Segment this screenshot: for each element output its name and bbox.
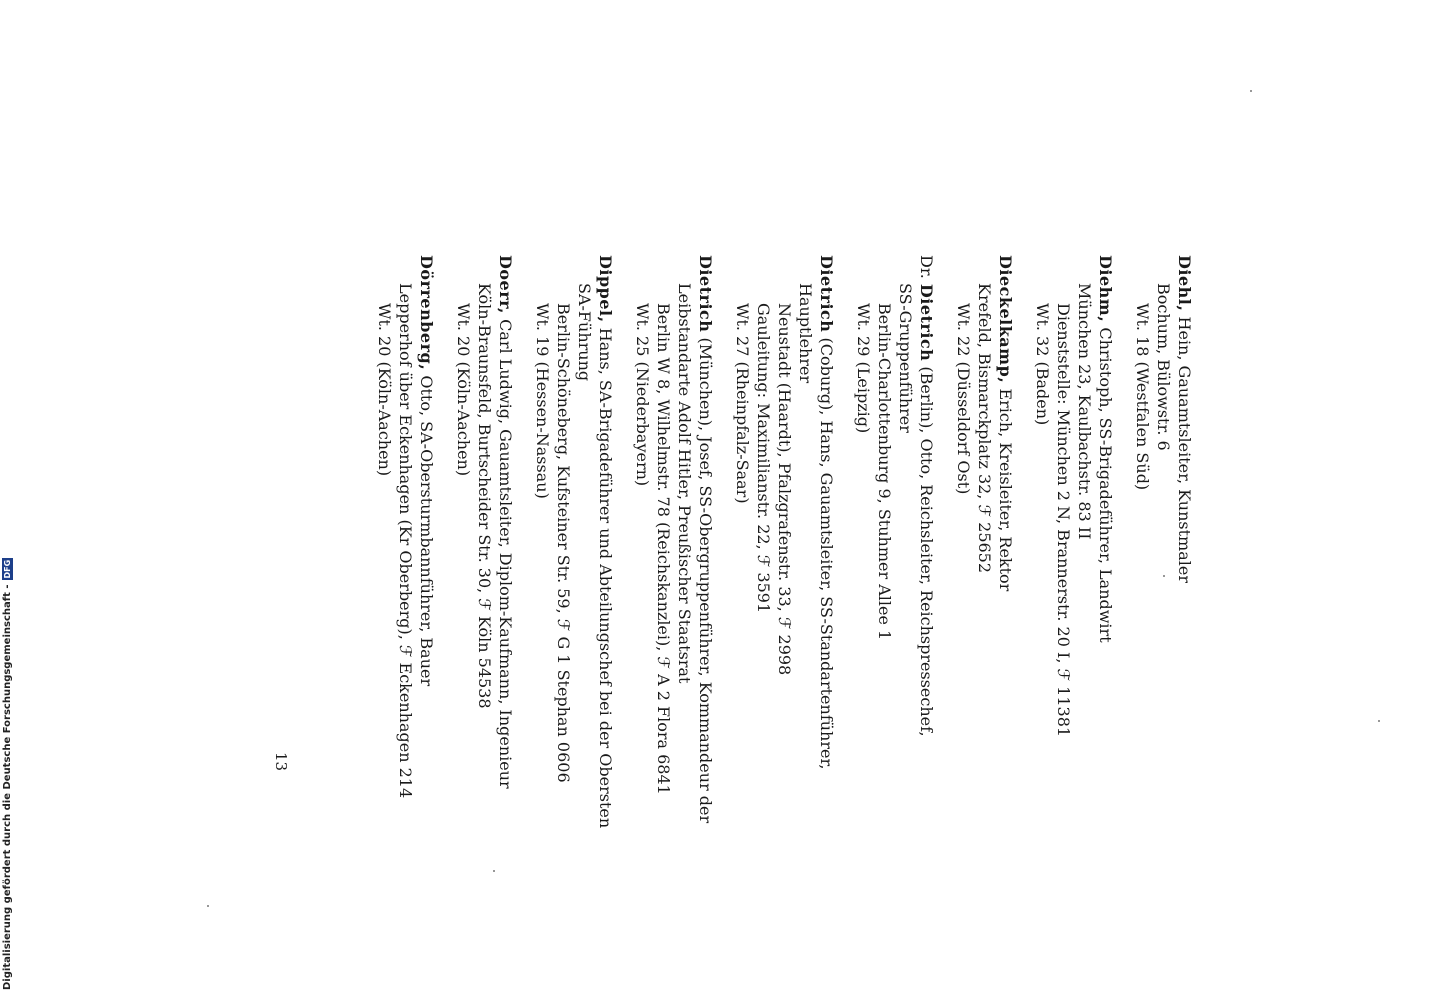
scan-speck <box>1378 720 1380 722</box>
directory-entry <box>853 255 937 815</box>
directory-entry <box>1132 255 1195 815</box>
entry-text: (Berlin), Otto, Reichsleiter, Reichspressechef, <box>917 366 936 737</box>
entry-text: Wt. 18 (Westfalen Süd) <box>1133 303 1152 491</box>
entry-text: SA-Führung <box>575 283 594 382</box>
scan-speck <box>207 905 209 907</box>
entry-line <box>1132 255 1153 815</box>
entry-line <box>553 255 574 815</box>
directory-entry <box>732 255 837 815</box>
entry-text: Berlin-Schöneberg, Kufsteiner Str. 59, ℱ G 1 Stephan 0606 <box>554 303 573 783</box>
entry-line <box>1074 255 1095 815</box>
entry-list <box>374 255 1195 829</box>
entry-line <box>495 255 516 815</box>
entry-line <box>653 255 674 815</box>
entry-line <box>532 255 553 815</box>
entry-line <box>753 255 774 815</box>
entry-text: (Coburg), Hans, Gauamtsleiter, SS-Standartenführer, <box>817 337 836 770</box>
entry-line <box>732 255 753 815</box>
directory-entry <box>453 255 516 815</box>
directory-entry <box>374 255 437 815</box>
entry-line <box>874 255 895 815</box>
entry-text: Hans, SA-Brigadeführer und Abteilungschef bei der Obersten <box>596 327 615 829</box>
entry-text: Berlin W 8, Wilhelmstr. 78 (Reichskanzlei), ℱ A 2 Flora 6841 <box>654 303 673 795</box>
entry-text: (München), Josef, SS-Obergruppenführer, Kommandeur der <box>696 337 715 824</box>
entry-text: Berlin-Charlottenburg 9, Stuhmer Allee 1 <box>875 303 894 641</box>
entry-text: Leibstandarte Adolf Hitler, Preußischer Staatsrat <box>675 283 694 684</box>
entry-surname: Dieckelkamp, <box>996 255 1015 384</box>
entry-line <box>1153 255 1174 815</box>
entry-text: Wt. 27 (Rheinpfalz-Saar) <box>733 303 752 504</box>
directory-entry <box>532 255 616 829</box>
entry-line <box>574 255 595 815</box>
entry-text: Bochum, Bülowstr. 6 <box>1154 283 1173 451</box>
scan-speck <box>1163 575 1165 577</box>
entry-text: Wt. 20 (Köln-Aachen) <box>454 303 473 477</box>
entry-line <box>416 255 437 815</box>
entry-line <box>453 255 474 815</box>
entry-surname: Dörrenberg, <box>417 255 436 371</box>
directory-entry <box>632 255 716 824</box>
entry-line <box>374 255 395 815</box>
entry-surname: Doerr, <box>496 255 515 314</box>
entry-line <box>474 255 495 815</box>
rotated-page-content <box>315 255 1195 829</box>
entry-text: Wt. 29 (Leipzig) <box>854 303 873 434</box>
entry-text: Carl Ludwig, Gauamtsleiter, Diplom-Kaufmann, Ingenieur <box>496 319 515 789</box>
entry-line <box>1053 255 1074 815</box>
digitization-credit <box>2 559 13 990</box>
entry-text: SS-Gruppenführer <box>896 283 915 433</box>
entry-line <box>674 255 695 815</box>
entry-line <box>995 255 1016 815</box>
directory-entry <box>953 255 1016 815</box>
dfg-logo: DFG <box>3 559 12 579</box>
entry-surname: Dietrich <box>917 283 936 362</box>
entry-text: Wt. 25 (Niederbayern) <box>633 303 652 487</box>
entry-text: Krefeld, Bismarckplatz 32, ℱ 25652 <box>975 283 994 574</box>
entry-text: Hauptlehrer <box>796 283 815 384</box>
entry-surname: Diehl, <box>1175 255 1194 312</box>
entry-line <box>695 255 716 824</box>
entry-surname: Diehm, <box>1096 255 1115 323</box>
entry-line <box>853 255 874 815</box>
entry-line <box>395 255 416 815</box>
entry-text: Wt. 20 (Köln-Aachen) <box>375 303 394 477</box>
entry-line <box>974 255 995 815</box>
scan-speck <box>1250 90 1252 92</box>
entry-text: Gauleitung: Maximilianstr. 22, ℱ 3591 <box>754 303 773 614</box>
entry-text: Hein, Gauamtsleiter, Kunstmaler <box>1175 316 1194 583</box>
entry-text: München 23, Kaulbachstr. 83 II <box>1075 283 1094 540</box>
entry-text: Erich, Kreisleiter, Rektor <box>996 388 1015 592</box>
entry-text: Christoph, SS-Brigadeführer, Landwirt <box>1096 327 1115 643</box>
entry-text: Wt. 22 (Düsseldorf Ost) <box>954 303 973 495</box>
entry-surname: Dietrich <box>696 255 715 333</box>
entry-line <box>916 255 937 815</box>
directory-entry <box>1032 255 1116 815</box>
entry-line <box>1032 255 1053 815</box>
entry-line <box>1174 255 1195 815</box>
entry-line <box>1095 255 1116 815</box>
entry-line <box>816 255 837 815</box>
entry-text: Wt. 32 (Baden) <box>1033 303 1052 426</box>
entry-text: Wt. 19 (Hessen-Nassau) <box>533 303 552 499</box>
entry-text: Köln-Braunsfeld, Burtscheider Str. 30, ℱ Köln 54538 <box>475 283 494 709</box>
entry-text: Dienststelle: München 2 N, Brannerstr. 20 I, ℱ 11381 <box>1054 303 1073 738</box>
entry-text: Neustadt (Haardt), Pfalzgrafenstr. 33, ℱ 2998 <box>775 303 794 676</box>
page-number: 13 <box>272 752 290 772</box>
entry-line <box>795 255 816 815</box>
entry-surname: Dietrich <box>817 255 836 333</box>
entry-prefix: Dr. <box>917 255 936 279</box>
entry-line <box>595 255 616 829</box>
credit-text: Digitalisierung gefördert durch die Deutsche Forschungsgemeinschaft - <box>2 584 13 990</box>
scan-speck <box>493 870 495 872</box>
entry-line <box>632 255 653 815</box>
entry-surname: Dippel, <box>596 255 615 323</box>
entry-line <box>953 255 974 815</box>
entry-text: Lepperhof über Eckenhagen (Kr Oberberg), ℱ Eckenhagen 214 <box>396 283 415 799</box>
entry-line <box>895 255 916 815</box>
entry-line <box>774 255 795 815</box>
entry-text: Otto, SA-Obersturmbannführer, Bauer <box>417 375 436 687</box>
